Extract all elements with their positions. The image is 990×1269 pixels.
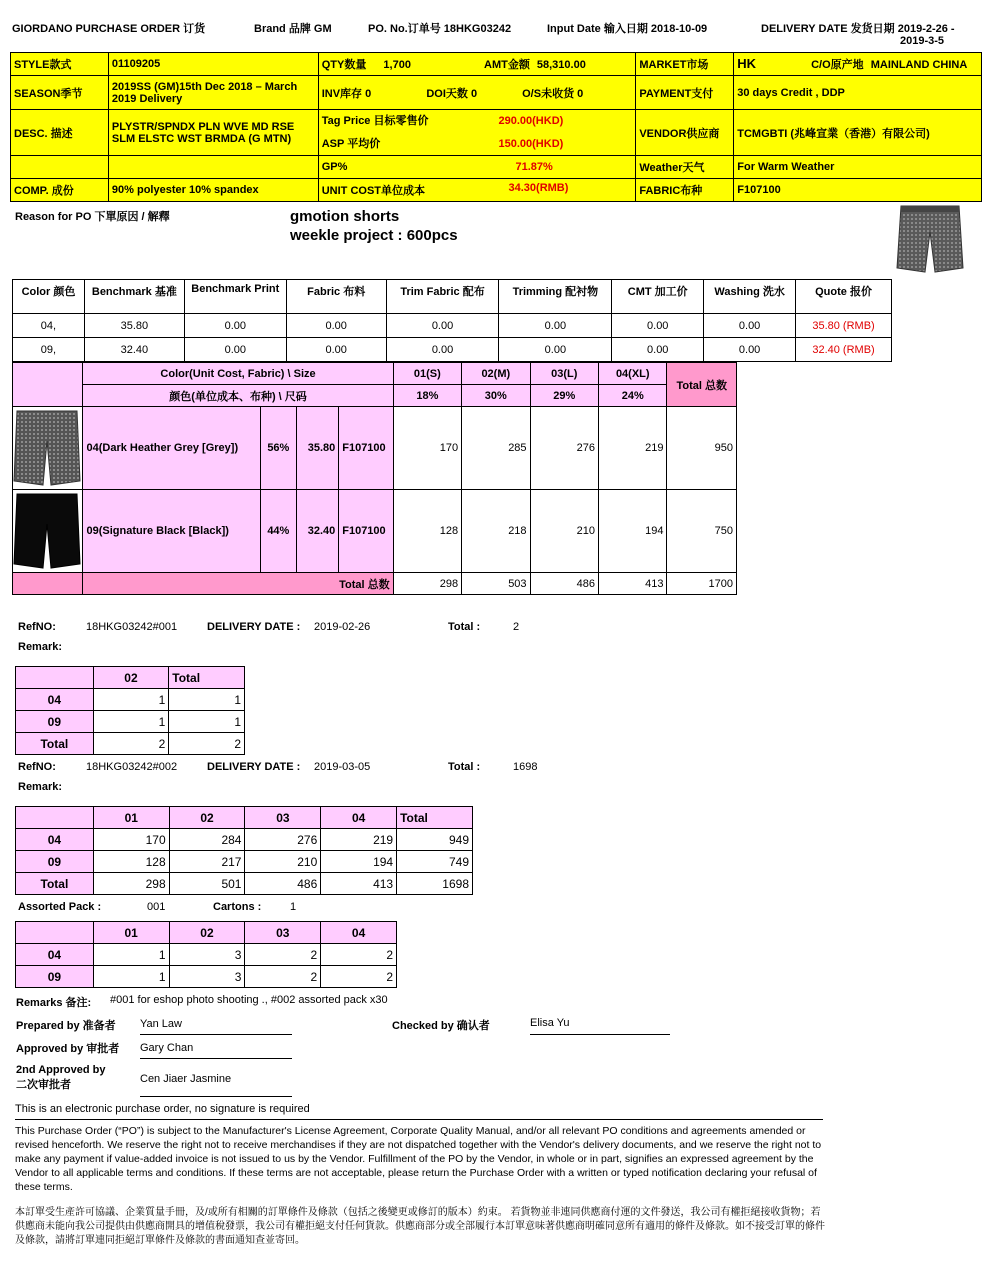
unit-cost-value: 34.30(RMB) xyxy=(508,182,569,194)
ref2-cell: 486 xyxy=(245,873,321,895)
delivery-date-value: 2019-2-26 - xyxy=(897,23,955,35)
ref2-label: RefNO: xyxy=(18,761,56,773)
ref2-cell: 413 xyxy=(321,873,397,895)
weather-label: Weather天气 xyxy=(636,156,734,179)
ref2-cell: 210 xyxy=(245,851,321,873)
matrix-total: 413 xyxy=(599,573,667,595)
ref1-cell: 2 xyxy=(169,733,245,755)
matrix-qty: 128 xyxy=(393,490,461,573)
table-row xyxy=(16,689,245,711)
grey-shorts-image xyxy=(13,407,83,490)
delivery-date-label: DELIVERY DATE 发货日期 xyxy=(761,23,895,35)
pack-cell: 1 xyxy=(93,944,169,966)
matrix-cost: 35.80 xyxy=(296,407,338,490)
unit-cost-cell xyxy=(318,179,636,202)
brand-label: Brand 品牌 xyxy=(254,23,311,35)
pack-col: 03 xyxy=(245,922,321,944)
black-shorts-image xyxy=(13,490,83,573)
table-row xyxy=(13,338,892,362)
style-value: 01109205 xyxy=(108,53,318,76)
matrix-cost: 32.40 xyxy=(296,490,338,573)
pack-cell: 3 xyxy=(169,966,245,988)
size-header: 01(S) xyxy=(393,363,461,385)
price-cell xyxy=(318,110,636,156)
payment-label: PAYMENT支付 xyxy=(636,76,734,110)
ref1-date-label: DELIVERY DATE : xyxy=(207,621,301,633)
pack-col: 04 xyxy=(321,922,397,944)
ref2-cell: 949 xyxy=(397,829,473,851)
legal-text-zh: 本訂單受生產許可協議、企業質量手冊，及/或所有相關的訂單條件及條款（包括之後變更或修訂的版本）約束。 若貨物並非連同供應商付運的文件發送，我公司有權拒絕接收貨物；若供應商未能向我公司提供由供應商開具的增值稅發票，我公司有權拒絕支付任何貨款。供應商部分或全部履行本訂單意味著供應商明確同意所有適用的條件及條款。如不接受訂單的條件及條款，請將訂單連同拒絕訂單條件及條款的書面通知查並寄回。 xyxy=(15,1207,825,1246)
pack-table xyxy=(15,921,397,988)
matrix-qty: 276 xyxy=(530,407,598,490)
size-header: 02(M) xyxy=(462,363,530,385)
pack-label: Assorted Pack : xyxy=(18,901,102,913)
matrix-qty: 170 xyxy=(393,407,461,490)
bench-cell: 0.00 xyxy=(286,338,386,362)
matrix-qty: 194 xyxy=(599,490,667,573)
season-label: SEASON季节 xyxy=(11,76,109,110)
ref2-cell: 219 xyxy=(321,829,397,851)
ref2-col: Total xyxy=(397,807,473,829)
ref1-row-label: 04 xyxy=(16,689,94,711)
gp-cell xyxy=(318,156,636,179)
fabric-label: FABRIC布种 xyxy=(636,179,734,202)
matrix-qty: 218 xyxy=(462,490,530,573)
bench-header: CMT 加工价 xyxy=(612,280,704,314)
ref1-table xyxy=(15,666,245,755)
bench-cell: 0.00 xyxy=(386,314,499,338)
matrix-total: 503 xyxy=(462,573,530,595)
ref1-row-label: Total xyxy=(16,733,94,755)
remarks-label: Remarks 备注: xyxy=(16,997,92,1009)
table-row xyxy=(16,966,397,988)
size-pct: 24% xyxy=(599,385,667,407)
product-shorts-image xyxy=(895,202,965,278)
ref2-row-label: 09 xyxy=(16,851,94,873)
ref1-cell: 1 xyxy=(169,711,245,733)
pack-col: 01 xyxy=(93,922,169,944)
pack-cell: 1 xyxy=(93,966,169,988)
ref2-cell: 501 xyxy=(169,873,245,895)
delivery-date-value-2: 2019-3-5 xyxy=(900,35,945,47)
checked-value: Elisa Yu xyxy=(530,1017,670,1035)
approved-label: Approved by 审批者 xyxy=(16,1043,120,1055)
ref2-row-label: Total xyxy=(16,873,94,895)
market-co-cell xyxy=(734,53,982,76)
bench-cell: 04, xyxy=(13,314,85,338)
matrix-qty: 285 xyxy=(462,407,530,490)
benchmark-table xyxy=(12,279,892,362)
bench-cell: 0.00 xyxy=(184,314,286,338)
matrix-total: 486 xyxy=(530,573,598,595)
table-row xyxy=(16,711,245,733)
ref1-date: 2019-02-26 xyxy=(314,621,371,633)
po-title: GIORDANO PURCHASE ORDER 订货 xyxy=(12,23,206,35)
delivery-date-field xyxy=(761,20,955,36)
pack-row-label: 09 xyxy=(16,966,94,988)
market-value: HK xyxy=(737,56,757,71)
qty-value: 1,700 xyxy=(383,59,411,71)
table-row xyxy=(13,314,892,338)
matrix-row-total: 750 xyxy=(667,490,737,573)
asp-label: ASP 平均价 xyxy=(321,137,381,150)
table-row xyxy=(16,829,473,851)
po-number-field xyxy=(368,20,511,36)
ref2-table xyxy=(15,806,473,895)
ref2-cell: 749 xyxy=(397,851,473,873)
bench-header: Trim Fabric 配布 xyxy=(386,280,499,314)
size-pct: 30% xyxy=(462,385,530,407)
size-pct: 29% xyxy=(530,385,598,407)
ref1-col: Total xyxy=(169,667,245,689)
matrix-header-zh: 颜色(单位成本、布种) \ 尺码 xyxy=(83,385,393,407)
ref1-cell: 1 xyxy=(93,689,169,711)
bench-header: Benchmark 基准 xyxy=(84,280,184,314)
doi-label: DOI天数 xyxy=(426,87,468,100)
table-row xyxy=(13,407,737,490)
table-row xyxy=(16,873,473,895)
ref1-cell: 1 xyxy=(93,711,169,733)
ref2-date-label: DELIVERY DATE : xyxy=(207,761,301,773)
ref1-col: 02 xyxy=(93,667,169,689)
ref1-value: 18HKG03242#001 xyxy=(86,621,178,633)
po-info-table xyxy=(10,52,982,202)
input-date-label: Input Date 输入日期 xyxy=(547,23,648,35)
pack-cell: 2 xyxy=(321,966,397,988)
brand-field xyxy=(254,20,332,36)
comp-label: COMP. 成份 xyxy=(11,179,109,202)
ref2-total-label: Total : xyxy=(448,761,481,773)
bench-cell: 09, xyxy=(13,338,85,362)
ref2-col: 02 xyxy=(169,807,245,829)
gp-value: 71.87% xyxy=(515,161,553,173)
bench-header: Fabric 布料 xyxy=(286,280,386,314)
bench-header: Trimming 配衬物 xyxy=(499,280,612,314)
approved-value: Gary Chan xyxy=(140,1042,292,1059)
ref1-row-label: 09 xyxy=(16,711,94,733)
bench-header: Washing 洗水 xyxy=(704,280,796,314)
ref2-col: 03 xyxy=(245,807,321,829)
electronic-note: This is an electronic purchase order, no signature is required xyxy=(15,1103,823,1120)
size-matrix-table xyxy=(12,362,737,595)
po-number-label: PO. No.订单号 xyxy=(368,23,441,35)
table-row xyxy=(13,573,737,595)
ref2-cell: 276 xyxy=(245,829,321,851)
inv-label: INV库存 xyxy=(321,87,363,100)
matrix-qty: 210 xyxy=(530,490,598,573)
cartons-label: Cartons : xyxy=(213,901,262,913)
ref1-label: RefNO: xyxy=(18,621,56,633)
bench-quote: 32.40 (RMB) xyxy=(796,338,892,362)
reason-label: Reason for PO 下單原因 / 解釋 xyxy=(15,211,170,223)
ref2-col: 04 xyxy=(321,807,397,829)
matrix-fabric: F107100 xyxy=(339,490,393,573)
qty-label: QTY数量 xyxy=(321,59,367,71)
payment-value: 30 days Credit , DDP xyxy=(734,76,982,110)
matrix-pct: 44% xyxy=(260,490,296,573)
reason-line-2: weekle project : 600pcs xyxy=(290,227,458,244)
input-date-value: 2018-10-09 xyxy=(650,23,708,35)
bench-cell: 0.00 xyxy=(704,338,796,362)
inv-value: 0 xyxy=(365,87,372,100)
approved2-label-1: 2nd Approved by xyxy=(16,1064,106,1076)
pack-col: 02 xyxy=(169,922,245,944)
size-pct: 18% xyxy=(393,385,461,407)
ref1-total-label: Total : xyxy=(448,621,481,633)
po-number-value: 18HKG03242 xyxy=(443,23,512,35)
ref2-cell: 298 xyxy=(93,873,169,895)
matrix-color: 09(Signature Black [Black]) xyxy=(83,490,260,573)
bench-cell: 0.00 xyxy=(499,338,612,362)
table-row xyxy=(16,944,397,966)
desc-label: DESC. 描述 xyxy=(11,110,109,156)
doi-value: 0 xyxy=(470,87,478,100)
input-date-field xyxy=(547,20,707,36)
ref2-cell: 170 xyxy=(93,829,169,851)
table-row xyxy=(16,851,473,873)
unit-cost-label: UNIT COST单位成本 xyxy=(321,185,425,197)
approved2-value: Cen Jiaer Jasmine xyxy=(140,1073,292,1097)
ref2-cell: 217 xyxy=(169,851,245,873)
weather-value: For Warm Weather xyxy=(734,156,982,179)
ref1-remark: Remark: xyxy=(18,641,63,653)
size-header: 03(L) xyxy=(530,363,598,385)
prepared-value: Yan Law xyxy=(140,1018,292,1035)
ref2-row-label: 04 xyxy=(16,829,94,851)
vendor-value: TCMGBTI (兆峰宣業（香港）有限公司) xyxy=(734,110,982,156)
bench-header: Color 颜色 xyxy=(13,280,85,314)
size-header: 04(XL) xyxy=(599,363,667,385)
comp-value: 90% polyester 10% spandex xyxy=(108,179,318,202)
reason-line-1: gmotion shorts xyxy=(290,208,400,225)
inventory-cell xyxy=(318,76,636,110)
tag-price-label: Tag Price 目标零售价 xyxy=(321,114,429,127)
amt-label: AMT金额 xyxy=(484,59,530,71)
matrix-pct: 56% xyxy=(260,407,296,490)
fabric-value: F107100 xyxy=(734,179,982,202)
ref2-cell: 128 xyxy=(93,851,169,873)
vendor-label: VENDOR供应商 xyxy=(636,110,734,156)
matrix-total-label: Total 总数 xyxy=(83,573,393,595)
ref2-cell: 284 xyxy=(169,829,245,851)
ref2-value: 18HKG03242#002 xyxy=(86,761,178,773)
bench-cell: 0.00 xyxy=(704,314,796,338)
pack-value: 001 xyxy=(147,901,166,913)
legal-text-en: This Purchase Order (“PO”) is subject to the Manufacturer's License Agreement, Corporate Quality Manual, and/or all relevant PO conditions and agreements amended or revised henceforth. We reserve the right not to receive merchandises if they are not dispatched together with the Vendor's delivery documents, and we reserve the right not to make any payment if value-added invoice is not issued to us by the Vendor. Fulfillment of the PO by the Vendor, in whole or in part, signifies an expressed agreement by the Vendor to all applicable terms and conditions. If these terms are not acceptable, please return the Purchase Order with a written or typed notification declaring your refusal of these terms. xyxy=(15,1125,822,1193)
bench-cell: 0.00 xyxy=(386,338,499,362)
ref2-cell: 1698 xyxy=(397,873,473,895)
prepared-label: Prepared by 准备者 xyxy=(16,1020,116,1032)
matrix-total: 298 xyxy=(393,573,461,595)
desc-value: PLYSTR/SPNDX PLN WVE MD RSE SLM ELSTC WST BRMDA (G MTN) xyxy=(108,110,318,156)
pack-row-label: 04 xyxy=(16,944,94,966)
tag-price-value: 290.00(HKD) xyxy=(498,114,564,127)
ref2-remark: Remark: xyxy=(18,781,63,793)
season-value: 2019SS (GM)15th Dec 2018 – March 2019 Delivery xyxy=(108,76,318,110)
ref2-total: 1698 xyxy=(513,761,538,773)
os-value: 0 xyxy=(577,87,584,100)
matrix-qty: 219 xyxy=(599,407,667,490)
matrix-fabric: F107100 xyxy=(339,407,393,490)
bench-cell: 0.00 xyxy=(499,314,612,338)
qty-amt-cell xyxy=(318,53,636,76)
bench-cell: 35.80 xyxy=(84,314,184,338)
ref2-date: 2019-03-05 xyxy=(314,761,371,773)
cartons-value: 1 xyxy=(290,901,297,913)
gp-label: GP% xyxy=(321,161,348,173)
bench-quote: 35.80 (RMB) xyxy=(796,314,892,338)
pack-cell: 2 xyxy=(321,944,397,966)
ref2-col: 01 xyxy=(93,807,169,829)
ref2-cell: 194 xyxy=(321,851,397,873)
table-row xyxy=(13,490,737,573)
total-header: Total 总数 xyxy=(667,363,737,407)
bench-header: Quote 报价 xyxy=(796,280,892,314)
ref1-cell: 2 xyxy=(93,733,169,755)
co-value: MAINLAND CHINA xyxy=(870,59,968,71)
bench-cell: 0.00 xyxy=(286,314,386,338)
remarks-text: #001 for eshop photo shooting ., #002 assorted pack x30 xyxy=(110,994,388,1006)
style-label: STYLE款式 xyxy=(11,53,109,76)
pack-cell: 2 xyxy=(245,944,321,966)
bench-cell: 0.00 xyxy=(184,338,286,362)
table-row xyxy=(16,733,245,755)
ref1-cell: 1 xyxy=(169,689,245,711)
bench-cell: 0.00 xyxy=(612,314,704,338)
checked-label: Checked by 确认者 xyxy=(392,1020,490,1032)
asp-value: 150.00(HKD) xyxy=(498,137,564,150)
co-label: C/O原产地 xyxy=(811,59,864,71)
brand-value: GM xyxy=(313,23,332,35)
matrix-row-total: 950 xyxy=(667,407,737,490)
market-label: MARKET市场 xyxy=(636,53,734,76)
approved2-label-2: 二次审批者 xyxy=(16,1079,71,1091)
matrix-grand-total: 1700 xyxy=(667,573,737,595)
os-label: O/S未收货 xyxy=(522,87,575,100)
pack-cell: 3 xyxy=(169,944,245,966)
matrix-color: 04(Dark Heather Grey [Grey]) xyxy=(83,407,260,490)
bench-header: Benchmark Print xyxy=(184,280,286,314)
matrix-header-en: Color(Unit Cost, Fabric) \ Size xyxy=(83,363,393,385)
pack-cell: 2 xyxy=(245,966,321,988)
bench-cell: 32.40 xyxy=(84,338,184,362)
bench-cell: 0.00 xyxy=(612,338,704,362)
amt-value: 58,310.00 xyxy=(536,59,586,71)
ref1-total: 2 xyxy=(513,621,520,633)
